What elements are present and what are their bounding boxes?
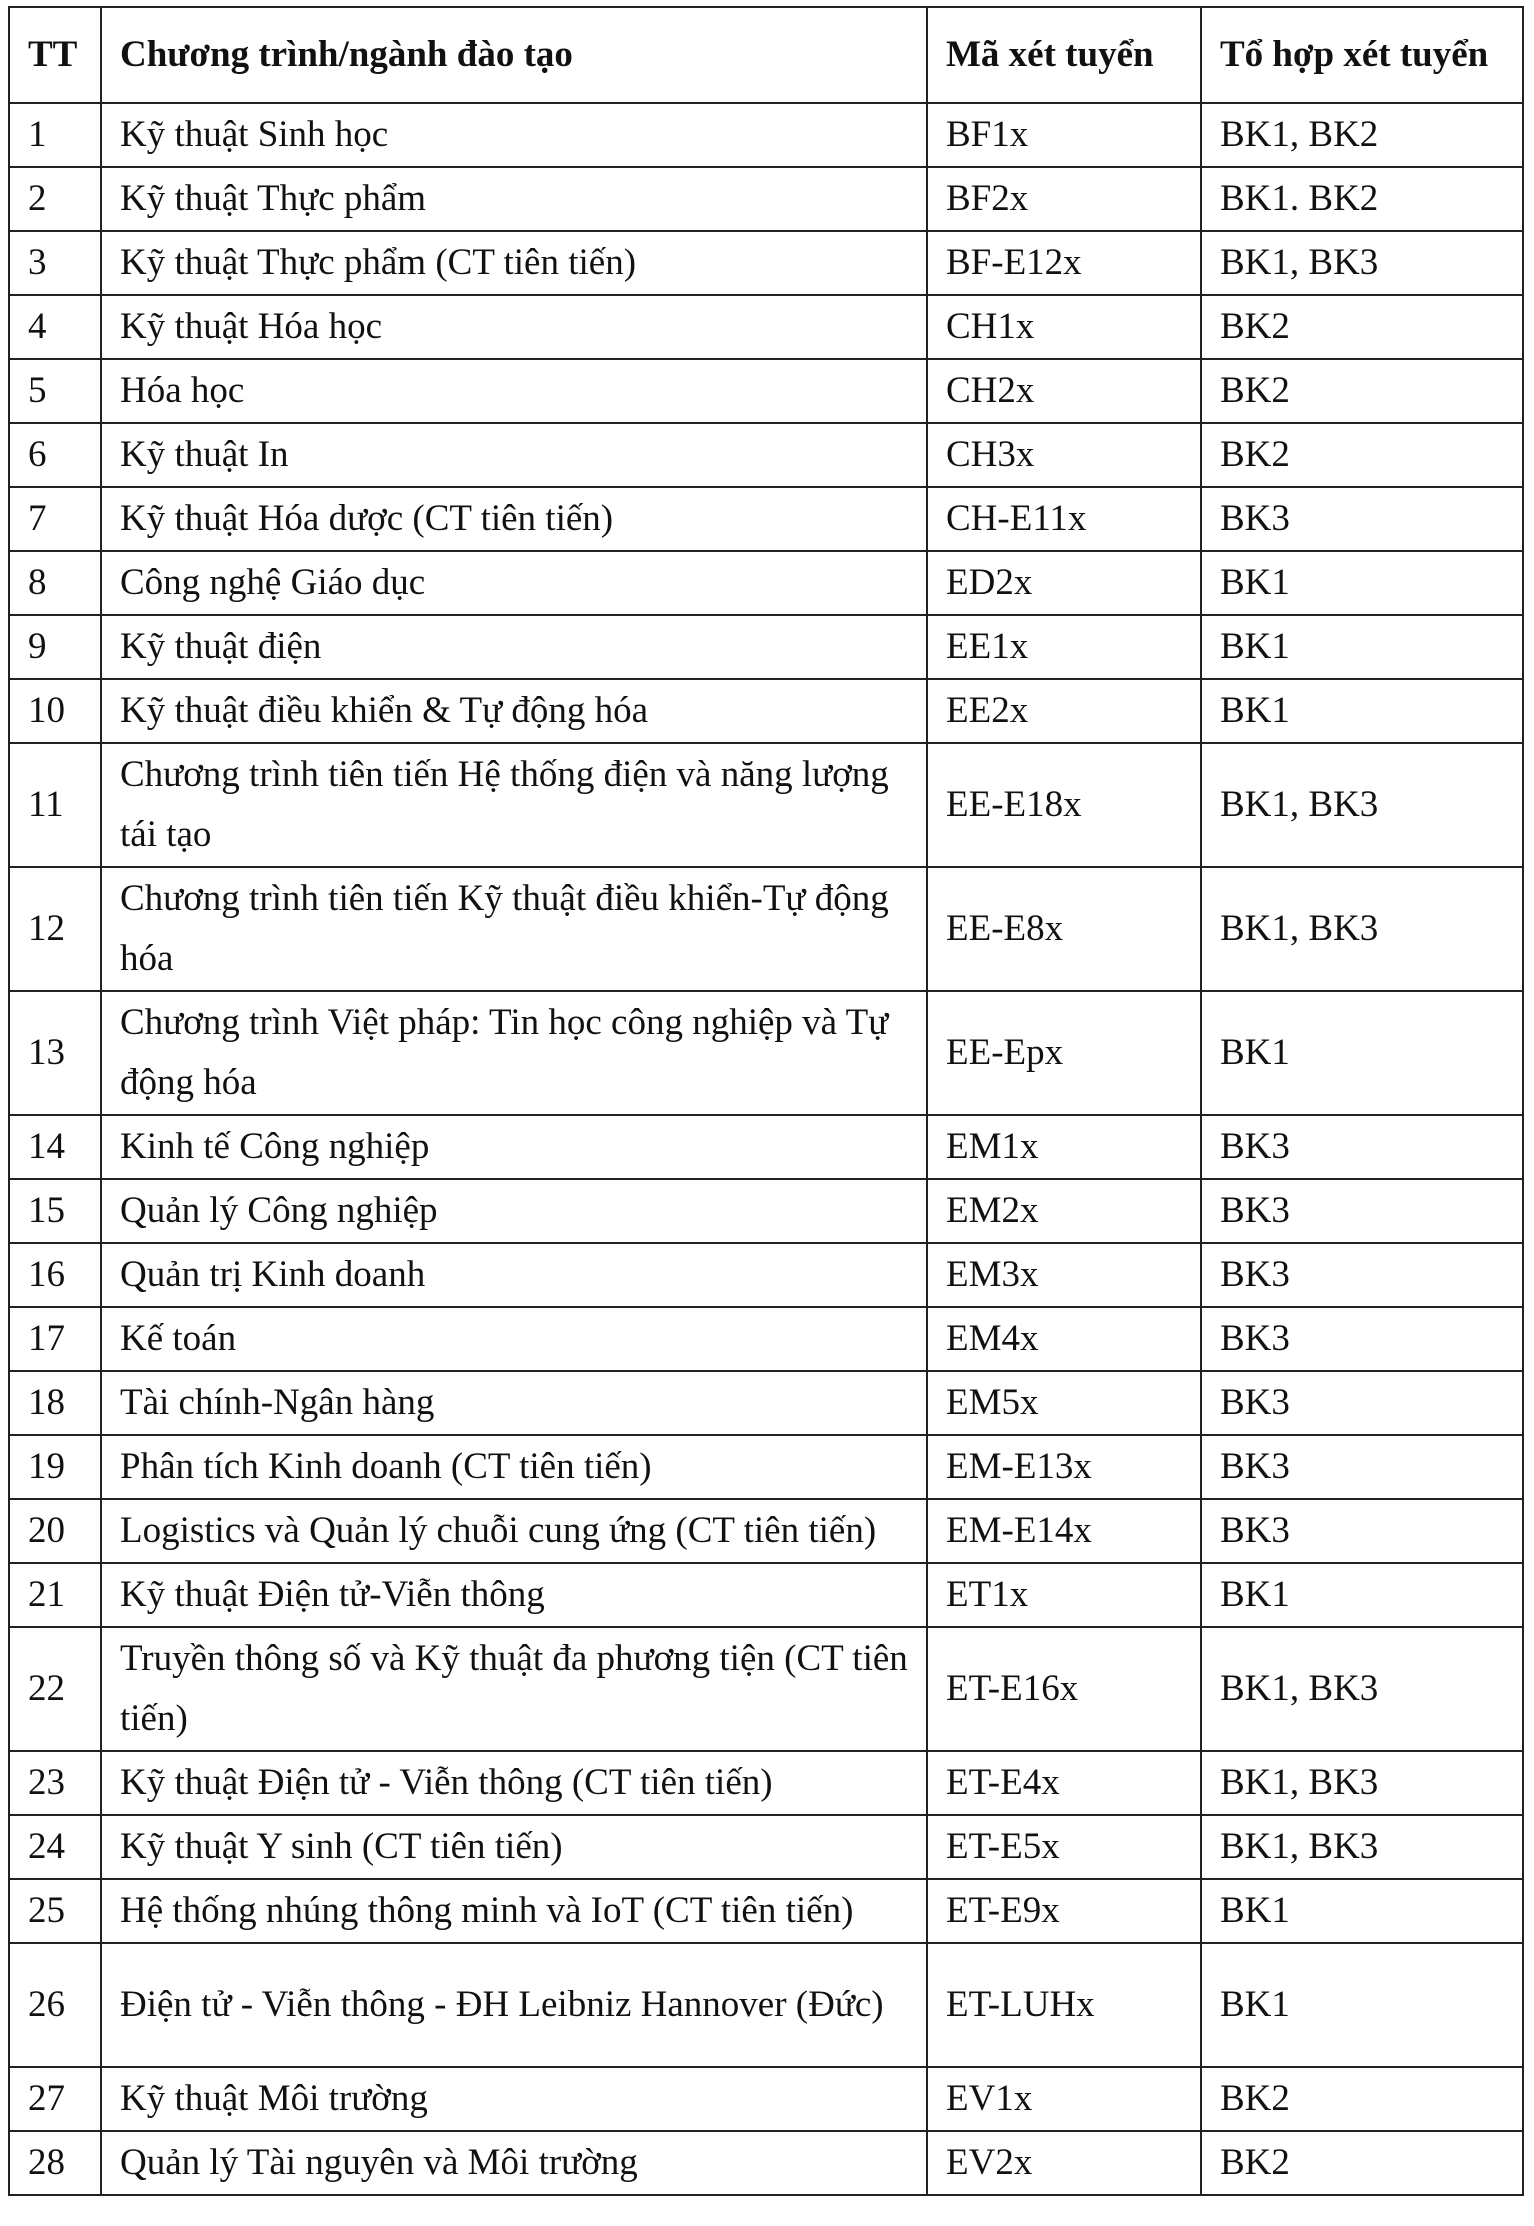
table-row [9,231,1523,295]
header-tt: TT [9,7,101,103]
row-code: BF-E12x [927,231,1201,295]
row-combo: BK3 [1201,487,1523,551]
row-combo: BK3 [1201,1435,1523,1499]
row-code: EE-E18x [927,743,1201,867]
row-program: Kỹ thuật Y sinh (CT tiên tiến) [101,1815,927,1879]
row-combo: BK1 [1201,615,1523,679]
row-code: BF1x [927,103,1201,167]
row-combo: BK3 [1201,1371,1523,1435]
row-program: Chương trình tiên tiến Kỹ thuật điều khiển-Tự động hóa [101,867,927,991]
header-row [9,7,1523,103]
row-program: Kế toán [101,1307,927,1371]
row-code: CH2x [927,359,1201,423]
row-program: Phân tích Kinh doanh (CT tiên tiến) [101,1435,927,1499]
row-code: ET-E4x [927,1751,1201,1815]
row-tt: 26 [9,1943,101,2067]
row-tt: 28 [9,2131,101,2195]
row-program: Chương trình tiên tiến Hệ thống điện và năng lượng tái tạo [101,743,927,867]
row-code: EE-Epx [927,991,1201,1115]
row-tt: 14 [9,1115,101,1179]
row-tt: 17 [9,1307,101,1371]
row-code: BF2x [927,167,1201,231]
table-row [9,1751,1523,1815]
row-program: Kỹ thuật Điện tử - Viễn thông (CT tiên tiến) [101,1751,927,1815]
table-row [9,1307,1523,1371]
row-tt: 4 [9,295,101,359]
table-row [9,551,1523,615]
row-code: CH1x [927,295,1201,359]
row-tt: 20 [9,1499,101,1563]
row-combo: BK1 [1201,1563,1523,1627]
row-code: EV2x [927,2131,1201,2195]
row-combo: BK1, BK3 [1201,743,1523,867]
row-tt: 1 [9,103,101,167]
row-program: Kỹ thuật Hóa học [101,295,927,359]
row-program: Kinh tế Công nghiệp [101,1115,927,1179]
row-combo: BK2 [1201,2067,1523,2131]
row-tt: 25 [9,1879,101,1943]
row-program: Kỹ thuật Điện tử-Viễn thông [101,1563,927,1627]
table-row [9,167,1523,231]
row-combo: BK1, BK3 [1201,1751,1523,1815]
row-code: EM3x [927,1243,1201,1307]
table-row [9,1499,1523,1563]
row-tt: 27 [9,2067,101,2131]
row-code: ET-E5x [927,1815,1201,1879]
row-tt: 12 [9,867,101,991]
row-combo: BK1, BK3 [1201,867,1523,991]
table-row [9,1943,1523,2067]
row-combo: BK1 [1201,551,1523,615]
row-program: Quản trị Kinh doanh [101,1243,927,1307]
row-tt: 8 [9,551,101,615]
row-program: Quản lý Công nghiệp [101,1179,927,1243]
row-program: Công nghệ Giáo dục [101,551,927,615]
row-tt: 13 [9,991,101,1115]
row-tt: 10 [9,679,101,743]
row-program: Điện tử - Viễn thông - ĐH Leibniz Hannover (Đức) [101,1943,927,2067]
row-code: ET-E9x [927,1879,1201,1943]
table-row [9,423,1523,487]
table-row [9,1879,1523,1943]
row-code: ED2x [927,551,1201,615]
row-tt: 15 [9,1179,101,1243]
row-code: EM-E13x [927,1435,1201,1499]
row-combo: BK3 [1201,1499,1523,1563]
row-tt: 19 [9,1435,101,1499]
row-tt: 6 [9,423,101,487]
row-combo: BK3 [1201,1243,1523,1307]
table-row [9,991,1523,1115]
row-tt: 24 [9,1815,101,1879]
row-combo: BK1 [1201,991,1523,1115]
row-program: Hóa học [101,359,927,423]
table-row [9,487,1523,551]
row-code: EE-E8x [927,867,1201,991]
admission-table [8,6,1524,2196]
row-combo: BK3 [1201,1115,1523,1179]
row-code: EM2x [927,1179,1201,1243]
row-tt: 9 [9,615,101,679]
row-combo: BK1, BK3 [1201,1815,1523,1879]
admission-table-container [8,6,1524,2196]
table-row [9,1179,1523,1243]
row-tt: 11 [9,743,101,867]
row-program: Logistics và Quản lý chuỗi cung ứng (CT tiên tiến) [101,1499,927,1563]
row-program: Kỹ thuật In [101,423,927,487]
row-program: Kỹ thuật điện [101,615,927,679]
table-row [9,1435,1523,1499]
row-code: EV1x [927,2067,1201,2131]
row-program: Kỹ thuật Hóa dược (CT tiên tiến) [101,487,927,551]
table-row [9,1563,1523,1627]
row-program: Truyền thông số và Kỹ thuật đa phương tiện (CT tiên tiến) [101,1627,927,1751]
row-program: Kỹ thuật Sinh học [101,103,927,167]
table-row [9,679,1523,743]
table-row [9,1115,1523,1179]
row-combo: BK2 [1201,423,1523,487]
table-row [9,1815,1523,1879]
table-row [9,2067,1523,2131]
row-code: EM5x [927,1371,1201,1435]
row-program: Tài chính-Ngân hàng [101,1371,927,1435]
row-code: CH-E11x [927,487,1201,551]
row-combo: BK1 [1201,1943,1523,2067]
table-row [9,867,1523,991]
row-code: EM4x [927,1307,1201,1371]
row-tt: 7 [9,487,101,551]
row-combo: BK1, BK2 [1201,103,1523,167]
row-program: Kỹ thuật điều khiển & Tự động hóa [101,679,927,743]
row-combo: BK1, BK3 [1201,231,1523,295]
row-tt: 16 [9,1243,101,1307]
row-code: CH3x [927,423,1201,487]
row-code: ET1x [927,1563,1201,1627]
header-code: Mã xét tuyển [927,7,1201,103]
row-combo: BK2 [1201,359,1523,423]
row-combo: BK1 [1201,1879,1523,1943]
row-combo: BK1 [1201,679,1523,743]
row-program: Hệ thống nhúng thông minh và IoT (CT tiên tiến) [101,1879,927,1943]
table-row [9,615,1523,679]
row-program: Kỹ thuật Môi trường [101,2067,927,2131]
row-tt: 2 [9,167,101,231]
row-code: EM-E14x [927,1499,1201,1563]
row-tt: 23 [9,1751,101,1815]
table-row [9,743,1523,867]
table-row [9,1243,1523,1307]
row-tt: 22 [9,1627,101,1751]
table-row [9,1371,1523,1435]
table-row [9,1627,1523,1751]
header-program: Chương trình/ngành đào tạo [101,7,927,103]
row-program: Kỹ thuật Thực phẩm [101,167,927,231]
row-program: Kỹ thuật Thực phẩm (CT tiên tiến) [101,231,927,295]
table-row [9,359,1523,423]
row-combo: BK1, BK3 [1201,1627,1523,1751]
row-tt: 18 [9,1371,101,1435]
table-row [9,103,1523,167]
row-tt: 21 [9,1563,101,1627]
row-program: Chương trình Việt pháp: Tin học công nghiệp và Tự động hóa [101,991,927,1115]
row-combo: BK3 [1201,1307,1523,1371]
row-program: Quản lý Tài nguyên và Môi trường [101,2131,927,2195]
row-code: EE1x [927,615,1201,679]
table-row [9,295,1523,359]
table-row [9,2131,1523,2195]
row-code: EE2x [927,679,1201,743]
row-code: ET-E16x [927,1627,1201,1751]
row-code: ET-LUHx [927,1943,1201,2067]
row-combo: BK2 [1201,2131,1523,2195]
row-tt: 3 [9,231,101,295]
row-code: EM1x [927,1115,1201,1179]
row-tt: 5 [9,359,101,423]
row-combo: BK3 [1201,1179,1523,1243]
row-combo: BK2 [1201,295,1523,359]
row-combo: BK1. BK2 [1201,167,1523,231]
header-combo: Tổ hợp xét tuyển [1201,7,1523,103]
